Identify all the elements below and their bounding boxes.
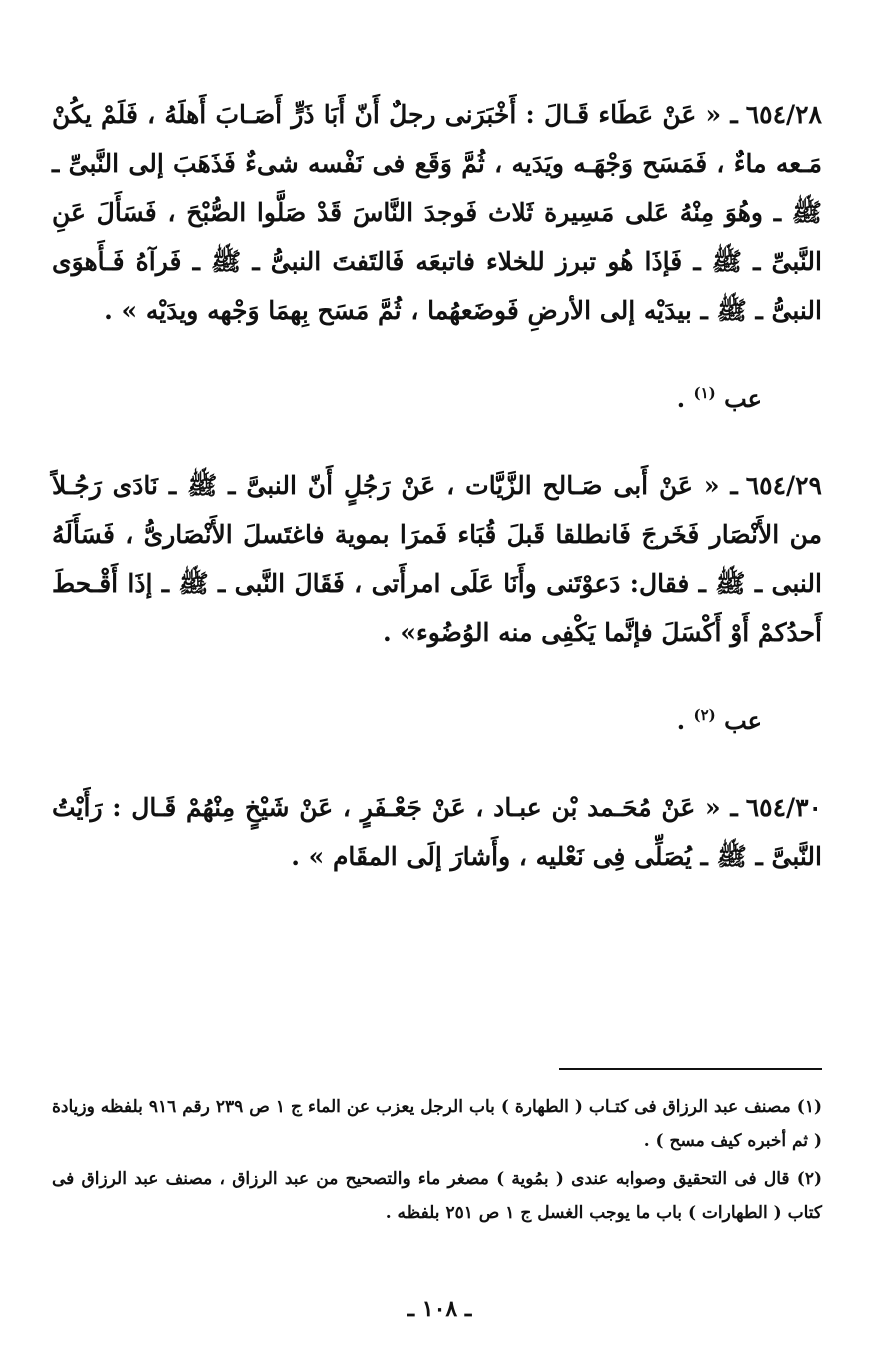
- footnote-divider: [559, 1068, 822, 1070]
- footnote-ref: (١): [693, 384, 716, 402]
- hadith-number: ٦٥٤/٣٠: [745, 793, 822, 822]
- footnote-1: (١) مصنف عبد الرزاق فى كتـاب ( الطهارة ) باب الرجل يعزب عن الماء ج ١ ص ٢٣٩ رقم ٩١٦ بلفظه وزيادة ( ثم أخبره كيف مسح ) .: [52, 1097, 823, 1151]
- footnote-ref: (٢): [693, 706, 716, 724]
- hadith-text: ـ « عَنْ عَطَاء قَـالَ : أَخْبَرَنى رجلٌ أَنّ أَبَا ذَرٍّ أَصَـابَ أَهلَهُ ، فَلَمْ يكُنْ مَـعه ماءٌ ، فَمَسَح وَجْهَـه ويَدَيه ، ثُمَّ وَقَع فى نَفْسه شىءٌ فَذَهَبَ إلى النَّبىِّ ـ ﷺ ـ وهُوَ مِنْهُ عَلى مَسِيرة ثَلاث فَوجدَ النَّاسَ قَدْ صَلَّوا الصُّبْحَ ، فَسَأَلَ عَنِ النَّبىِّ ـ ﷺ ـ فَإذَا هُو تبرز للخلاء فاتبعَه فَالتَفتَ النبىُّ ـ ﷺ ـ فَرآهُ فَـأَهوَى النبىُّ ـ ﷺ ـ بيدَيْه إلى الأرضِ فَوضَعهُما ، ثُمَّ مَسَح بِهمَا وَجْهه ويدَيْه » .: [52, 100, 822, 325]
- footnote-2: (٢) قال فى التحقيق وصوابه عندى ( بمُوية ) مصغر ماء والتصحيح من عبد الرزاق ، مصنف عبد الرزاق فى كتاب ( الطهارات ) باب ما يوجب الغسل ج ١ ص ٢٥١ بلفظه .: [52, 1169, 822, 1223]
- source-abbrev: عب: [724, 706, 762, 735]
- page-number: ـ ١٠٨ ـ: [407, 1296, 472, 1322]
- source-abbrev: عب: [724, 384, 762, 413]
- hadith-30: [52, 783, 822, 881]
- hadith-text: ـ « عَنْ مُحَـمد بْن عبـاد ، عَنْ جَعْـفَرٍ ، عَنْ شَيْخٍ مِنْهُمْ قَـال : رَأَيْتُ النَّبىَّ ـ ﷺ ـ يُصَلِّى فِى نَعْليه ، وأَشارَ إلَى المقَام » .: [52, 793, 822, 871]
- hadith-29: [52, 461, 822, 657]
- footnotes: [52, 1090, 822, 1234]
- page-body: [52, 90, 822, 881]
- hadith-number: ٦٥٤/٢٨: [745, 100, 822, 129]
- hadith-number: ٦٥٤/٢٩: [745, 471, 822, 500]
- hadith-28: [52, 90, 822, 335]
- hadith-source: عب $^{(١)}$ .: [676, 384, 762, 413]
- hadith-text: ـ « عَنْ أَبى صَـالح الزَّيَّات ، عَنْ رَجُلٍ أَنّ النبىَّ ـ ﷺ ـ نَادَى رَجُـلاً من الأَنْصَار فَخَرجَ فَانطلقا قَبلَ قُبَاء فَمرَا بموية فاغتَسلَ الأَنْصَارىُّ ، فَسَأَلَهُ النبى ـ ﷺ ـ فقال: دَعوْتَنى وأَنَا عَلَى امرأَتى ، فَقَالَ النَّبى ـ ﷺ ـ إذَا أَقْـحطَ أَحدُكمْ أَوْ أَكْسَلَ فإنَّما يَكْفِى منه الوُضُوء» .: [52, 471, 822, 647]
- hadith-source: عب $^{(٢)}$ .: [676, 706, 762, 735]
